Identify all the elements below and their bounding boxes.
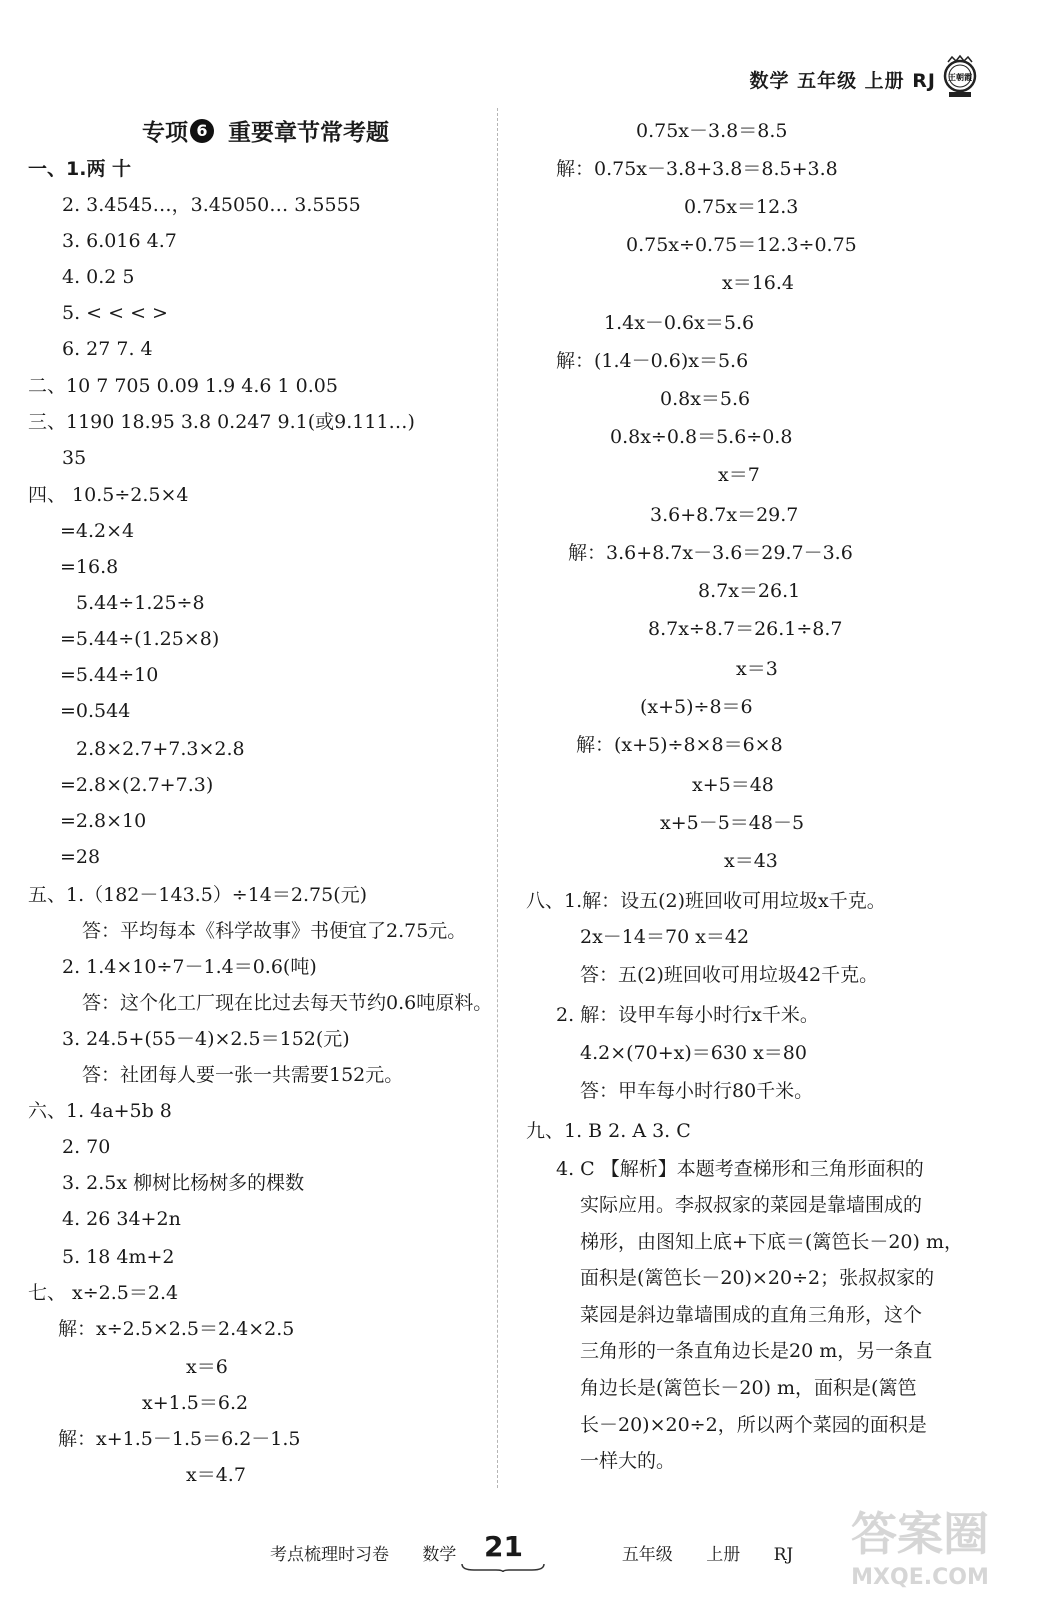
- title-text: 重要章节常考题: [228, 120, 389, 146]
- right-answer-line: 答：甲车每小时行80千米。: [580, 1080, 814, 1102]
- left-answer-line: 4. 0.2 5: [62, 266, 135, 288]
- left-answer-line: x+1.5＝6.2: [142, 1392, 249, 1414]
- footer-edition: RJ: [773, 1545, 794, 1565]
- left-answer-line: 六、1. 4a+5b 8: [28, 1100, 172, 1122]
- left-answer-line: 七、 x÷2.5＝2.4: [28, 1282, 179, 1304]
- right-answer-line: x＝7: [718, 464, 760, 486]
- right-answer-line: 0.8x＝5.6: [660, 388, 751, 410]
- header-subject-line: 数学 五年级 上册 RJ: [749, 70, 936, 92]
- left-answer-line: =0.544: [60, 700, 131, 722]
- left-answer-line: 三、1190 18.95 3.8 0.247 9.1(或9.111…): [28, 411, 415, 433]
- right-answer-line: 解：(1.4－0.6)x＝5.6: [556, 350, 749, 372]
- left-answer-line: 二、10 7 705 0.09 1.9 4.6 1 0.05: [28, 375, 338, 397]
- footer-subject: 数学: [422, 1545, 457, 1565]
- left-answer-line: 2. 70: [62, 1136, 111, 1158]
- title-number-badge: 6: [190, 119, 214, 143]
- explanation-line: 梯形，由图知上底+下底＝(篱笆长－20) m，: [580, 1230, 963, 1253]
- right-answer-line: 3.6+8.7x＝29.7: [650, 504, 799, 526]
- left-answer-line: 5.44÷1.25÷8: [76, 592, 205, 614]
- right-answer-line: x＝43: [724, 850, 778, 872]
- column-divider: [497, 108, 498, 1488]
- right-answer-line: 1.4x－0.6x＝5.6: [604, 312, 755, 334]
- explanation-line: 实际应用。李叔叔家的菜园是靠墙围成的: [580, 1194, 923, 1216]
- left-answer-line: 一、1.两 十: [28, 158, 132, 180]
- left-answer-line: 2. 3.4545…，3.45050… 3.5555: [62, 194, 361, 216]
- page-number-brace-icon: [460, 1562, 546, 1572]
- title-prefix: 专项: [142, 120, 188, 146]
- explanation-line: 菜园是斜边靠墙围成的直角三角形，这个: [580, 1303, 923, 1326]
- left-answer-line: 5. < < < >: [62, 302, 168, 324]
- left-answer-line: =2.8×(2.7+7.3): [60, 774, 214, 796]
- q9-4-explanation: [580, 1187, 980, 1480]
- left-answer-line: =5.44÷10: [60, 664, 159, 686]
- left-answer-line: 6. 27 7. 4: [62, 338, 153, 360]
- right-answer-line: 2x－14＝70 x＝42: [580, 926, 750, 948]
- left-answer-line: 解：x÷2.5×2.5＝2.4×2.5: [58, 1318, 295, 1340]
- left-answer-line: 答：社团每人要一张一共需要152元。: [82, 1064, 404, 1086]
- right-answer-line: 8.7x÷8.7＝26.1÷8.7: [648, 618, 843, 640]
- right-answer-line: 答：五(2)班回收可用垃圾42千克。: [580, 964, 879, 986]
- left-answer-line: x＝4.7: [186, 1464, 246, 1486]
- watermark-logo-icon: [830, 1492, 1010, 1592]
- left-answer-line: 答：平均每本《科学故事》书便宜了2.75元。: [82, 920, 467, 942]
- left-answer-line: 解：x+1.5－1.5＝6.2－1.5: [58, 1428, 301, 1450]
- footer-grade: 五年级: [621, 1545, 673, 1565]
- left-answer-line: 5. 18 4m+2: [62, 1246, 175, 1268]
- right-answer-line: (x+5)÷8＝6: [640, 696, 753, 718]
- right-answer-line: 解：0.75x－3.8+3.8＝8.5+3.8: [556, 158, 838, 180]
- left-answer-line: 答：这个化工厂现在比过去每天节约0.6吨原料。: [82, 992, 493, 1014]
- explanation-line: 角边长是(篱笆长－20) m，面积是(篱笆: [580, 1376, 917, 1399]
- right-answer-line: 0.8x÷0.8＝5.6÷0.8: [610, 426, 793, 448]
- left-answer-line: =5.44÷(1.25×8): [60, 628, 220, 650]
- left-answer-line: 35: [62, 447, 87, 469]
- left-answer-line: =28: [60, 846, 101, 868]
- explanation-line: 三角形的一条直角边长是20 m，另一条直: [580, 1340, 933, 1363]
- right-answer-line: 九、1. B 2. A 3. C: [526, 1120, 691, 1142]
- footer-book: 考点梳理时习卷: [270, 1545, 389, 1565]
- left-answer-line: 4. 26 34+2n: [62, 1208, 181, 1230]
- right-answer-line: 2. 解：设甲车每小时行x千米。: [556, 1004, 819, 1026]
- right-answer-line: x＝3: [736, 658, 778, 680]
- left-answer-line: 3. 24.5+(55－4)×2.5＝152(元): [62, 1028, 350, 1050]
- left-answer-line: 2.8×2.7+7.3×2.8: [76, 738, 245, 760]
- left-answer-line: =2.8×10: [60, 810, 147, 832]
- watermark-bottom-text: MXQE.COM: [851, 1565, 989, 1590]
- right-answer-line: x+5－5＝48－5: [660, 812, 805, 834]
- explanation-line: 长－20)×20÷2，所以两个菜园的面积是: [580, 1413, 927, 1436]
- left-answer-line: =4.2×4: [60, 520, 135, 542]
- right-answer-line: 八、1.解：设五(2)班回收可用垃圾x千克。: [526, 890, 886, 912]
- right-answer-line: 8.7x＝26.1: [698, 580, 801, 602]
- left-answer-line: 五、1.（182－143.5）÷14＝2.75(元): [28, 884, 368, 906]
- left-answer-line: 2. 1.4×10÷7－1.4＝0.6(吨): [62, 956, 317, 978]
- logo-text: 王朝霞: [948, 73, 972, 82]
- right-answer-line: 解：3.6+8.7x－3.6＝29.7－3.6: [568, 542, 853, 564]
- left-answer-line: 3. 2.5x 柳树比杨树多的棵数: [62, 1172, 305, 1194]
- page-number: 21: [484, 1530, 523, 1563]
- right-answer-line: 4.2×(70+x)＝630 x＝80: [580, 1042, 807, 1064]
- left-answer-line: 3. 6.016 4.7: [62, 230, 177, 252]
- right-answer-line: x＝16.4: [722, 272, 795, 294]
- page-title: [142, 114, 389, 147]
- right-answer-line: 0.75x＝12.3: [684, 196, 799, 218]
- left-answer-line: 四、 10.5÷2.5×4: [28, 484, 189, 506]
- right-answer-line: 0.75x÷0.75＝12.3÷0.75: [626, 234, 857, 256]
- right-answer-line: x+5＝48: [692, 774, 774, 796]
- publisher-logo-icon: [940, 54, 980, 100]
- footer-term: 上册: [706, 1545, 741, 1565]
- left-answer-line: =16.8: [60, 556, 119, 578]
- right-answer-line: 解：(x+5)÷8×8＝6×8: [576, 734, 783, 756]
- q9-4-head: 4. C 【解析】本题考查梯形和三角形面积的: [556, 1158, 924, 1180]
- watermark-top-text: 答案圈: [851, 1507, 989, 1561]
- right-answer-line: 0.75x－3.8＝8.5: [636, 120, 788, 142]
- explanation-line: 一样大的。: [580, 1450, 676, 1473]
- left-answer-line: x＝6: [186, 1356, 228, 1378]
- explanation-line: 面积是(篱笆长－20)×20÷2；张叔叔家的: [580, 1267, 935, 1290]
